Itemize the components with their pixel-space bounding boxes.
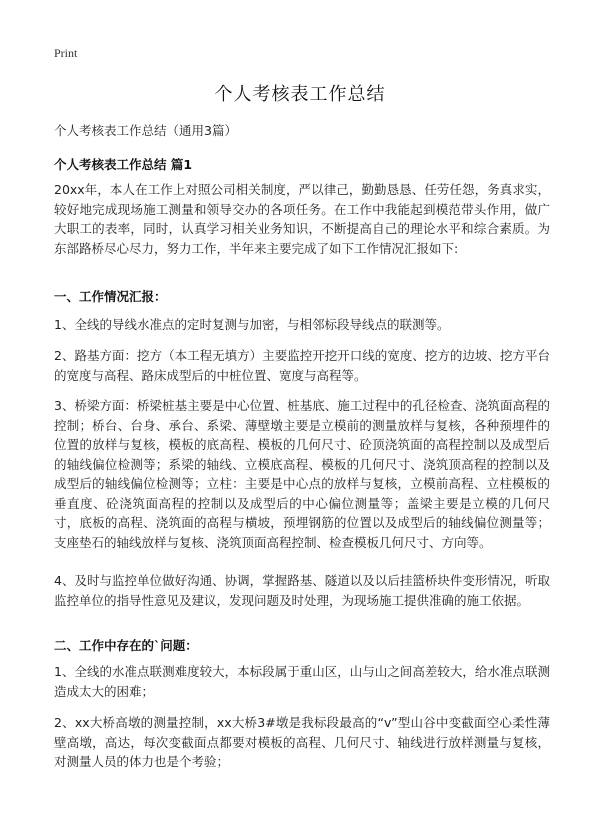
print-label[interactable]: Print (54, 46, 78, 60)
section-title-problems: 二、工作中存在的`问题： (54, 638, 198, 653)
problem-item-2: 2、xx大桥高墩的测量控制，xx大桥3#墩是我标段最高的“v”型山谷中变截面空心柔性薄壁高墩，高达，每次变截面点都要对模板的高程、几何尺寸、轴线进行放样测量与复核，对测量人员的体力也是个考验； (54, 715, 550, 769)
problem-item-1: 1、全线的水准点联测难度较大，本标段属于重山区，山与山之间高差较大，给水准点联测造成太大的困难； (54, 664, 550, 699)
document-subtitle: 个人考核表工作总结（通用3篇） (54, 123, 237, 138)
work-item-1: 1、全线的导线水准点的定时复测与加密，与相邻标段导线点的联测等。 (54, 317, 450, 332)
work-item-4: 4、及时与监控单位做好沟通、协调，掌握路基、隧道以及以后挂篮桥块件变形情况，听取监控单位的指导性意见及建议，发现问题及时处理，为现场施工提供准确的施工依据。 (54, 573, 550, 608)
document-title: 个人考核表工作总结 (214, 84, 386, 105)
work-item-3: 3、桥梁方面：桥梁桩基主要是中心位置、桩基底、施工过程中的孔径检查、浇筑面高程的控制；桥台、台身、承台、系梁、薄壁墩主要是立模前的测量放样与复核，各种预埋件的位置的放样与复核，模板的底高程、模板的几何尺寸、砼顶浇筑面的高程控制以及成型后的轴线偏位检测等；系梁的轴线、立模底高程、模板的几何尺寸、浇筑顶高程的控制以及成型后的轴线偏位检测等；立柱：主要是中心点的放样与复核，立模前高程、立柱模板的垂直度、砼浇筑面高程的控制以及成型后的中心偏位测量等；盖梁主要是立模的几何尺寸，底板的高程、浇筑面的高程与横坡，预埋钢筋的位置以及成型后的轴线偏位测量等；支座垫石的轴线放样与复核、浇筑顶面高程控制、检查模板几何尺寸、方向等。 (54, 398, 550, 550)
section-title-work-report: 一、工作情况汇报： (54, 289, 167, 304)
work-item-2: 2、路基方面：挖方（本工程无填方）主要监控开挖开口线的宽度、挖方的边坡、挖方平台的宽度与高程、路床成型后的中桩位置、宽度与高程等。 (54, 348, 550, 383)
article-title: 个人考核表工作总结 篇1 (54, 157, 193, 172)
intro-paragraph: 20xx年，本人在工作上对照公司相关制度，严以律己，勤勤恳恳、任劳任怨，务真求实，较好地完成现场施工测量和领导交办的各项任务。在工作中我能起到模范带头作用，做广大职工的表率，同时，认真学习相关业务知识，不断提高自己的理论水平和综合素质。为东部路桥尽心尽力，努力工作，半年来主要完成了如下工作情况汇报如下: (54, 182, 550, 256)
